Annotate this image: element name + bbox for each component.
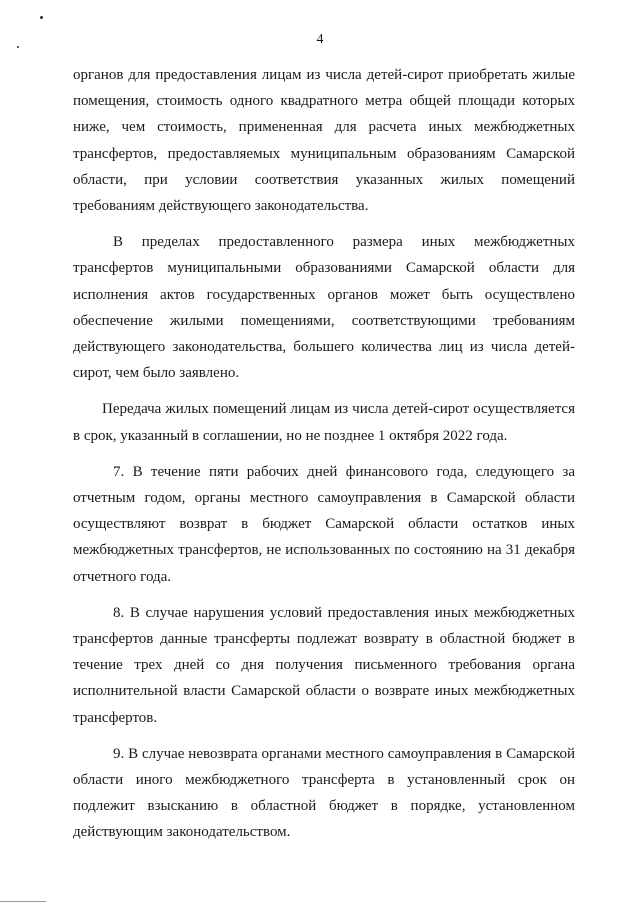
paragraph-item-8: 8. В случае нарушения условий предоставления иных межбюджетных трансфертов данные трансферты подлежат возврату в областной бюджет в течение трех дней со дня получения письменного требования органа исполнительной власти Самарской области о возврате иных межбюджетных трансфертов. [73,604,575,726]
document-body [73,62,575,846]
paragraph-transfer-deadline: Передача жилых помещений лицам из числа детей-сирот осуществляется в срок, указанный в соглашении, но не позднее 1 октября 2022 года. [73,401,575,444]
paragraph-continuation: органов для предоставления лицам из числа детей-сирот приобретать жилые помещения, стоимость одного квадратного метра общей площади которых ниже, чем стоимость, примененная для расчета иных межбюджетных трансфертов, предоставляемых муниципальным образованиям Самарской области, при условии соответствия указанных жилых помещений требованиям действующего законодательства. [73,67,575,215]
paragraph-item-9: 9. В случае невозврата органами местного самоуправления в Самарской области иного межбюджетного трансферта в установленный срок он подлежит взысканию в областной бюджет в порядке, установленном действующим законодательством. [73,745,575,841]
page-number: 4 [316,32,324,47]
scan-speck [40,16,43,19]
paragraph-item-7: 7. В течение пяти рабочих дней финансового года, следующего за отчетным годом, органы местного самоуправления в Самарской области осуществляют возврат в бюджет Самарской области остатков иных межбюджетных трансфертов, не использованных по состоянию на 31 декабря отчетного года. [73,463,575,585]
paragraph-additional-provision: В пределах предоставленного размера иных межбюджетных трансфертов муниципальными образованиями Самарской области для исполнения актов государственных органов может быть осуществлено обеспечение жилыми помещениями, соответствующими требованиям действующего законодательства, большего количества лиц из числа детей-сирот, чем было заявлено. [73,234,575,382]
scan-edge-line [0,901,46,902]
